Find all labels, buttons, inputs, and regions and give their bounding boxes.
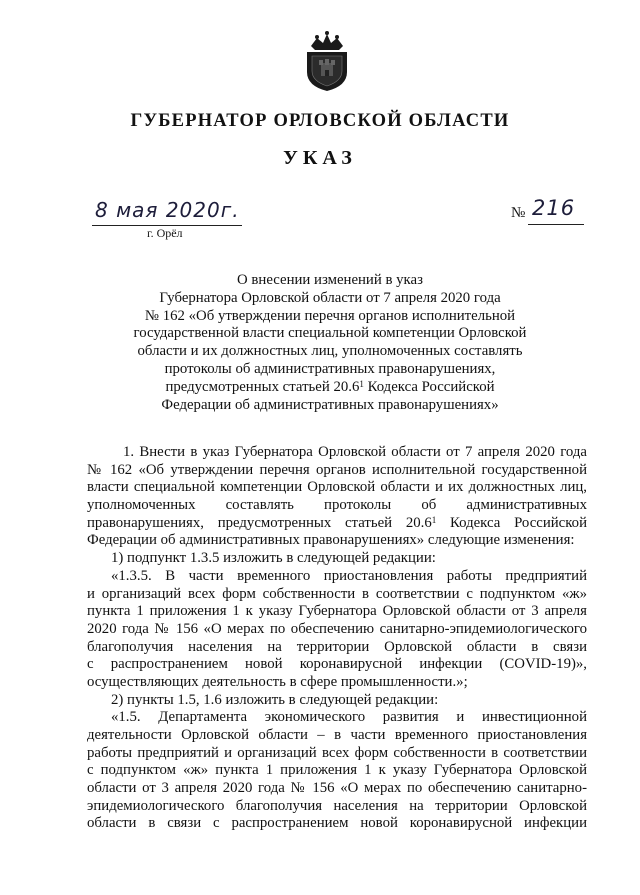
body-line: работы предприятий и организаций всех форм собственности в соответствии (87, 744, 587, 761)
superscript: 1 (431, 514, 437, 525)
orel-coat-of-arms-icon (303, 30, 351, 92)
body-line: Федерации об административных правонарушениях» следующие изменения: (87, 532, 575, 549)
body-line: деятельности Орловской области – в части временного приостановления (87, 727, 587, 743)
body-text: Кодекса Российской (436, 514, 587, 531)
body-line: «1.3.5. В части временного приостановления работы предприятий (111, 567, 587, 584)
body-line: с подпунктом «ж» пункта 1 приложения 1 к указу Губернатора Орловской (87, 762, 587, 779)
title-line: № 162 «Об утверждении перечня органов исполнительной (144, 307, 516, 324)
title-line: области и их должностных лиц, уполномоченных составлять (137, 343, 523, 360)
governor-title: ГУБЕРНАТОР ОРЛОВСКОЙ ОБЛАСТИ (130, 111, 510, 131)
title-line: государственной власти специальной компетенции Орловской (133, 325, 527, 342)
body-text: правонарушениях, предусмотренных статьей 20.6 (87, 514, 432, 531)
body-line: 1. Внести в указ Губернатора Орловской области от 7 апреля 2020 года (123, 444, 587, 460)
body-line: пункта 1 приложения 1 к указу Губернатора Орловской области от 3 апреля (87, 603, 587, 620)
body-line: 2020 года № 156 «О мерах по обеспечению санитарно-эпидемиологического (87, 620, 587, 637)
title-line: Федерации об административных правонарушениях» (161, 396, 499, 413)
decree-title (120, 272, 540, 414)
body-line: 2) пункты 1.5, 1.6 изложить в следующей редакции: (111, 691, 439, 708)
number-handwritten: 216 (532, 196, 576, 220)
decree-body (87, 444, 587, 833)
body-line: с распространением новой коронавирусной инфекции (COVID-19)», (87, 656, 587, 673)
title-line (120, 379, 540, 397)
body-line: № 162 «Об утверждении перечня органов исполнительной государственной (87, 461, 587, 478)
number-underline (528, 224, 584, 225)
body-line: благополучия населения на территории Орловской области в связи (87, 638, 587, 655)
title-text: Кодекса Российской (363, 378, 495, 395)
title-line: протоколы об административных правонарушениях, (164, 360, 496, 377)
date-handwritten: 8 мая 2020г. (95, 198, 240, 222)
title-line: О внесении изменений в указ (237, 272, 423, 288)
body-line: области в связи с распространением новой коронавирусной инфекции (87, 815, 587, 832)
body-line: эпидемиологического благополучия населения на территории Орловской (87, 797, 587, 814)
body-line (87, 515, 587, 533)
city-label: г. Орёл (147, 226, 183, 240)
title-text: предусмотренных статьей 20.6 (165, 378, 360, 395)
body-line: уполномоченных составлять протоколы об административных (87, 497, 587, 514)
body-line: осуществляющих деятельность в сфере промышленности.»; (87, 673, 468, 690)
body-line: 1) подпункт 1.3.5 изложить в следующей редакции: (111, 550, 436, 567)
document-type: УКАЗ (283, 147, 357, 169)
superscript: 1 (359, 378, 364, 389)
body-line: власти специальной компетенции Орловской области и их должностных лиц, (87, 479, 587, 496)
body-line: «1.5. Департамента экономического развития и инвестиционной (111, 709, 587, 726)
body-line: и организаций всех форм собственности в соответствии с подпунктом «ж» (87, 585, 587, 602)
title-line: Губернатора Орловской области от 7 апреля 2020 года (159, 289, 501, 306)
number-label: № (511, 205, 526, 221)
body-line: области от 3 апреля 2020 года № 156 «О мерах по обеспечению санитарно- (87, 780, 587, 797)
